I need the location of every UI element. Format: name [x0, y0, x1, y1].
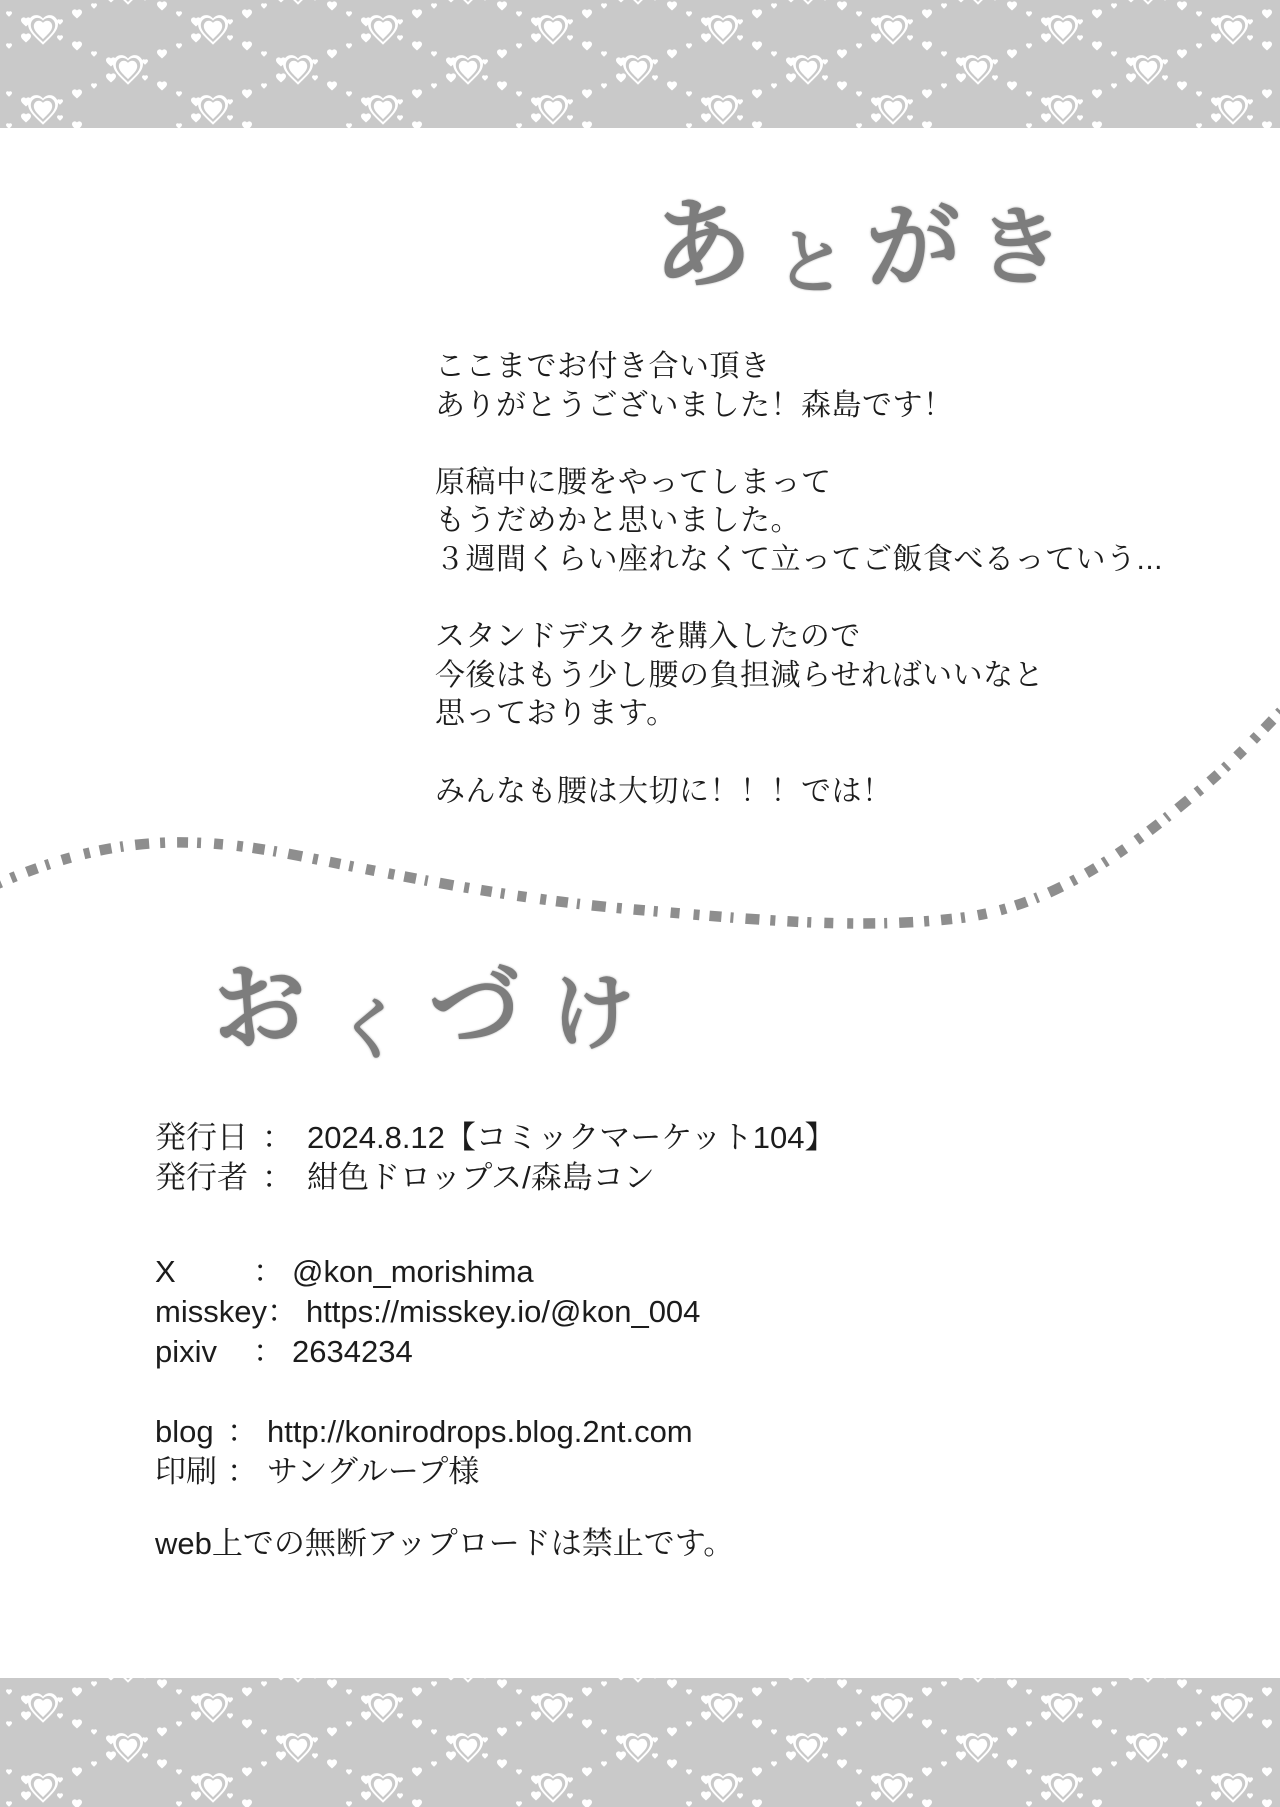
upload-prohibition-notice: web上での無断アップロードは禁止です。	[155, 1526, 735, 1561]
colophon-row-publish-date	[155, 1118, 835, 1158]
row-value: 2634234	[292, 1334, 413, 1369]
colophon-title-char: け	[551, 966, 636, 1060]
afterword-line: スタンドデスクを購入したので	[435, 620, 861, 654]
heart-pattern-banner-top	[0, 0, 1280, 128]
afterword-line	[435, 734, 1163, 773]
afterword-line: ３週間くらい座れなくて立ってご飯食べるっていう...	[435, 542, 1164, 576]
row-label: misskey	[155, 1294, 267, 1329]
row-value: @kon_morishima	[292, 1254, 534, 1289]
colophon-print-block	[155, 1412, 835, 1492]
row-label: X	[155, 1254, 176, 1289]
colophon-title-char: く	[333, 988, 407, 1070]
row-separator: ：	[253, 1254, 284, 1289]
row-separator: ：	[266, 1294, 298, 1329]
afterword-line: ここまでお付き合い頂き	[435, 350, 771, 383]
colophon-title	[208, 951, 636, 1092]
colophon-row-x-account	[155, 1252, 835, 1292]
colophon-row-misskey	[155, 1292, 835, 1332]
afterword-line: ありがとうございました！森島です！	[435, 388, 954, 422]
row-value: サングループ様	[267, 1454, 480, 1489]
afterword-title-char: が	[864, 192, 963, 302]
row-separator: ：	[253, 1334, 284, 1369]
row-value: http://konirodrops.blog.2nt.com	[267, 1414, 693, 1449]
afterword-title-char: と	[773, 221, 849, 305]
row-value: 紺色ドロップス/森島コン	[307, 1160, 655, 1195]
afterword-line: みんなも腰は大切に！！！では！	[435, 774, 893, 808]
afterword-title-char: き	[975, 198, 1065, 298]
row-separator: ：	[262, 1160, 293, 1195]
row-label: 発行日	[155, 1120, 248, 1155]
row-separator: ：	[227, 1454, 258, 1489]
afterword-body	[435, 348, 1163, 811]
colophon-title-char: づ	[426, 955, 524, 1063]
row-separator: ：	[262, 1120, 293, 1155]
row-value: 2024.8.12【コミックマーケット104】	[307, 1120, 836, 1155]
row-label: blog	[155, 1414, 214, 1449]
afterword-line	[435, 580, 1163, 619]
afterword-line: 原稿中に腰をやってしまって	[435, 465, 832, 499]
afterword-line: 今後はもう少し腰の負担減らせればいいなと	[435, 658, 1045, 692]
afterword-title-char: あ	[649, 186, 755, 304]
colophon-social-block	[155, 1252, 835, 1372]
colophon	[155, 1118, 835, 1564]
afterword-line: もうだめかと思いました。	[435, 504, 801, 538]
row-separator: ：	[227, 1414, 258, 1449]
colophon-row-publisher	[155, 1158, 835, 1198]
colophon-row-printer	[155, 1452, 835, 1492]
row-label: pixiv	[155, 1334, 218, 1369]
colophon-title-char: お	[208, 951, 311, 1065]
colophon-row-blog	[155, 1412, 835, 1452]
row-label: 印刷	[155, 1454, 217, 1489]
heart-pattern-banner-bottom	[0, 1678, 1280, 1807]
colophon-publication-block	[155, 1118, 835, 1198]
afterword-line	[435, 425, 1163, 464]
row-label: 発行者	[155, 1160, 248, 1195]
afterword-line: 思っております。	[435, 697, 677, 731]
afterword-title	[649, 186, 1065, 332]
colophon-row-pixiv	[155, 1332, 835, 1372]
row-value: https://misskey.io/@kon_004	[305, 1294, 701, 1329]
